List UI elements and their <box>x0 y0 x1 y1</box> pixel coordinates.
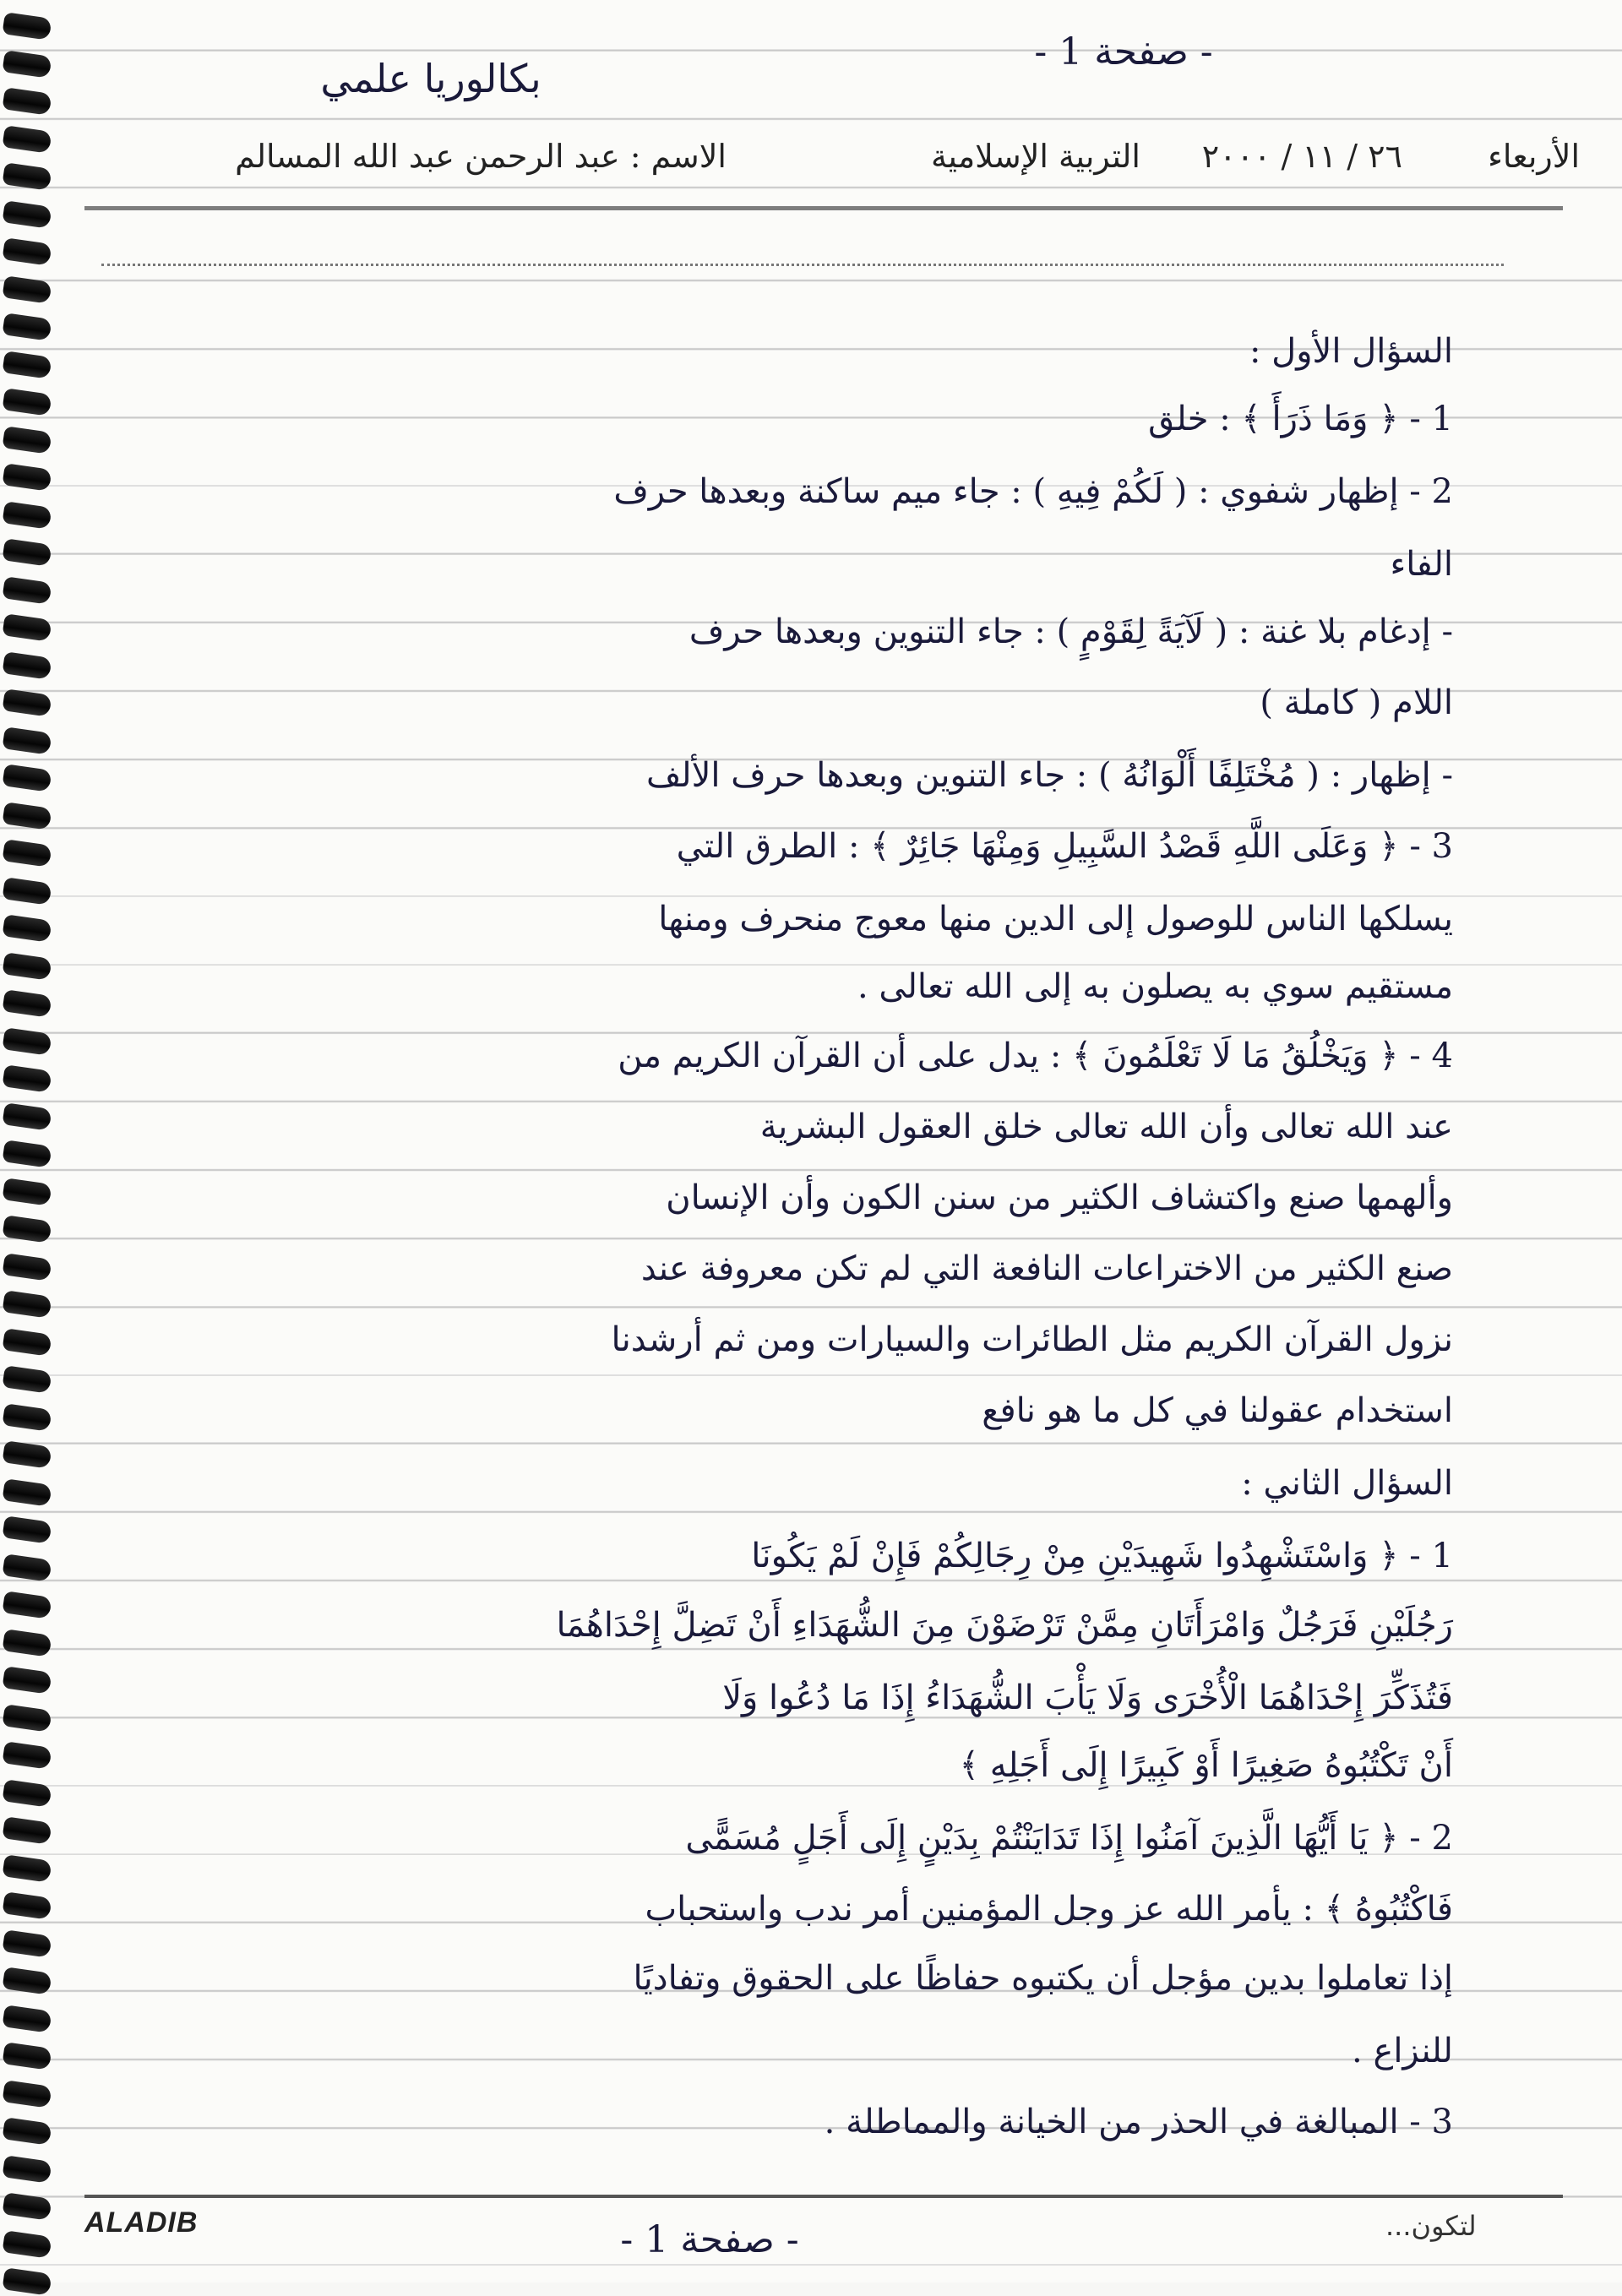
answer-line: فَاكْتُبُوهُ ﴾ : يأمر الله عز وجل المؤمنين أمر ندب واستحباب <box>645 1890 1453 1929</box>
answer-line: السؤال الأول : <box>1249 332 1453 371</box>
brand-tagline: لتكون... <box>1385 2210 1477 2242</box>
top-page-label: - صفحة 1 - <box>1034 30 1213 73</box>
binding-ring <box>2 501 52 530</box>
answer-line: نزول القرآن الكريم مثل الطائرات والسيارات ومن ثم أرشدنا <box>611 1320 1453 1359</box>
binding-ring <box>2 726 52 755</box>
binding-ring <box>2 426 52 454</box>
answer-line: إذا تعاملوا بدين مؤجل أن يكتبوه حفاظًا على الحقوق وتفاديًا <box>633 1959 1453 1998</box>
binding-ring <box>2 1253 52 1281</box>
binding-ring <box>2 1929 52 1958</box>
answer-line: وألهمها صنع واكتشاف الكثير من سنن الكون وأن الإنسان <box>666 1178 1453 1217</box>
binding-ring <box>2 1365 52 1394</box>
binding-ring <box>2 989 52 1018</box>
binding-ring <box>2 1290 52 1319</box>
binding-ring <box>2 2155 52 2184</box>
binding-ring <box>2 313 52 341</box>
binding-ring <box>2 351 52 379</box>
binding-ring <box>2 1478 52 1507</box>
bottom-page-label: - صفحة 1 - <box>620 2218 799 2261</box>
binding-ring <box>2 2267 52 2296</box>
binding-ring <box>2 162 52 191</box>
binding-ring <box>2 237 52 266</box>
answer-line: السؤال الثاني : <box>1241 1464 1453 1503</box>
answer-line: 1 - ﴿ وَاسْتَشْهِدُوا شَهِيدَيْنِ مِنْ رِجَالِكُمْ فَإِنْ لَمْ يَكُونَا <box>751 1537 1453 1575</box>
answer-line: صنع الكثير من الاختراعات النافعة التي لم تكن معروفة عند <box>640 1249 1453 1288</box>
footer-rule <box>84 2195 1563 2198</box>
binding-ring <box>2 1064 52 1093</box>
brand-logo: ALADIB <box>84 2206 199 2239</box>
answer-line: 1 - ﴿ وَمَا ذَرَأَ ﴾ : خلق <box>1148 400 1453 438</box>
answer-line: يسلكها الناس للوصول إلى الدين منها معوج منحرف ومنها <box>658 900 1453 939</box>
series-title: بكالوريا علمي <box>320 56 542 101</box>
binding-ring <box>2 1741 52 1770</box>
header-rule <box>84 206 1563 210</box>
binding-ring <box>2 200 52 229</box>
answer-line: 3 - ﴿ وَعَلَى اللَّهِ قَصْدُ السَّبِيلِ وَمِنْهَا جَائِرٌ ﴾ : الطرق التي <box>676 827 1453 866</box>
dotted-separator <box>101 264 1504 266</box>
answer-line: - إظهار : ( مُخْتَلِفًا أَلْوَانُهُ ) : جاء التنوين وبعدها حرف الألف <box>646 756 1453 795</box>
binding-ring <box>2 125 52 154</box>
binding-ring <box>2 688 52 717</box>
student-name: الاسم : عبد الرحمن عبد الله المسالم <box>235 138 727 175</box>
answer-line: فَتُذَكِّرَ إِحْدَاهُمَا الْأُخْرَى وَلَا يَأْبَ الشُّهَدَاءُ إِذَا مَا دُعُوا وَلَا <box>722 1678 1453 1717</box>
binding-ring <box>2 2005 52 2033</box>
binding-ring <box>2 388 52 416</box>
answer-line: عند الله تعالى وأن الله تعالى خلق العقول البشرية <box>759 1107 1453 1146</box>
binding-ring <box>2 839 52 868</box>
binding-ring <box>2 613 52 642</box>
binding-ring <box>2 1403 52 1432</box>
binding-ring <box>2 877 52 906</box>
answer-line: اللام ( كاملة ) <box>1260 683 1453 722</box>
binding-ring <box>2 2042 52 2070</box>
binding-ring <box>2 1891 52 1920</box>
day-label: الأربعاء <box>1488 138 1580 175</box>
spiral-binding <box>0 0 76 2282</box>
binding-ring <box>2 463 52 492</box>
binding-ring <box>2 2117 52 2146</box>
binding-ring <box>2 1967 52 1995</box>
binding-ring <box>2 1591 52 1619</box>
binding-ring <box>2 2230 52 2259</box>
answer-line: استخدام عقولنا في كل ما هو نافع <box>982 1391 1453 1430</box>
answer-line: رَجُلَيْنِ فَرَجُلٌ وَامْرَأَتَانِ مِمَّنْ تَرْضَوْنَ مِنَ الشُّهَدَاءِ أَنْ تَضِلَّ إِحْدَاهُمَا <box>556 1606 1453 1645</box>
answer-line: مستقيم سوي به يصلون به إلى الله تعالى . <box>857 967 1453 1006</box>
binding-ring <box>2 764 52 792</box>
subject-label: التربية الإسلامية <box>930 138 1140 175</box>
binding-ring <box>2 87 52 116</box>
binding-ring <box>2 952 52 981</box>
binding-ring <box>2 802 52 830</box>
binding-ring <box>2 576 52 605</box>
binding-ring <box>2 538 52 567</box>
binding-ring <box>2 1215 52 1243</box>
binding-ring <box>2 1027 52 1056</box>
answer-line: الفاء <box>1390 545 1453 584</box>
binding-ring <box>2 914 52 943</box>
answer-line: 2 - ﴿ يَا أَيُّهَا الَّذِينَ آمَنُوا إِذَا تَدَايَنْتُمْ بِدَيْنٍ إِلَى أَجَلٍ مُسَمًّى <box>685 1819 1453 1858</box>
binding-ring <box>2 1178 52 1206</box>
binding-ring <box>2 275 52 304</box>
answer-line: - إدغام بلا غنة : ( لَآيَةً لِقَوْمٍ ) : جاء التنوين وبعدها حرف <box>689 612 1453 651</box>
binding-ring <box>2 1854 52 1883</box>
binding-ring <box>2 1328 52 1357</box>
binding-ring <box>2 1440 52 1469</box>
binding-ring <box>2 1102 52 1131</box>
answer-line: أَنْ تَكْتُبُوهُ صَغِيرًا أَوْ كَبِيرًا إِلَى أَجَلِهِ ﴾ <box>959 1746 1453 1785</box>
answer-line: 2 - إظهار شفوي : ( لَكُمْ فِيهِ ) : جاء ميم ساكنة وبعدها حرف <box>613 472 1453 511</box>
binding-ring <box>2 2192 52 2221</box>
answer-line: 4 - ﴿ وَيَخْلُقُ مَا لَا تَعْلَمُونَ ﴾ : يدل على أن القرآن الكريم من <box>618 1036 1453 1075</box>
binding-ring <box>2 651 52 680</box>
binding-ring <box>2 12 52 41</box>
binding-ring <box>2 1779 52 1808</box>
binding-ring <box>2 1553 52 1582</box>
binding-ring <box>2 1140 52 1168</box>
answer-line: 3 - المبالغة في الحذر من الخيانة والمماطلة . <box>824 2103 1453 2141</box>
binding-ring <box>2 2080 52 2108</box>
date-label: ٢٦ / ١١ / ٢٠٠٠ <box>1201 138 1402 175</box>
binding-ring <box>2 1515 52 1544</box>
binding-ring <box>2 1629 52 1657</box>
binding-ring <box>2 1704 52 1733</box>
binding-ring <box>2 1816 52 1845</box>
binding-ring <box>2 1666 52 1695</box>
binding-ring <box>2 50 52 79</box>
answer-line: للنزاع . <box>1352 2032 1453 2070</box>
